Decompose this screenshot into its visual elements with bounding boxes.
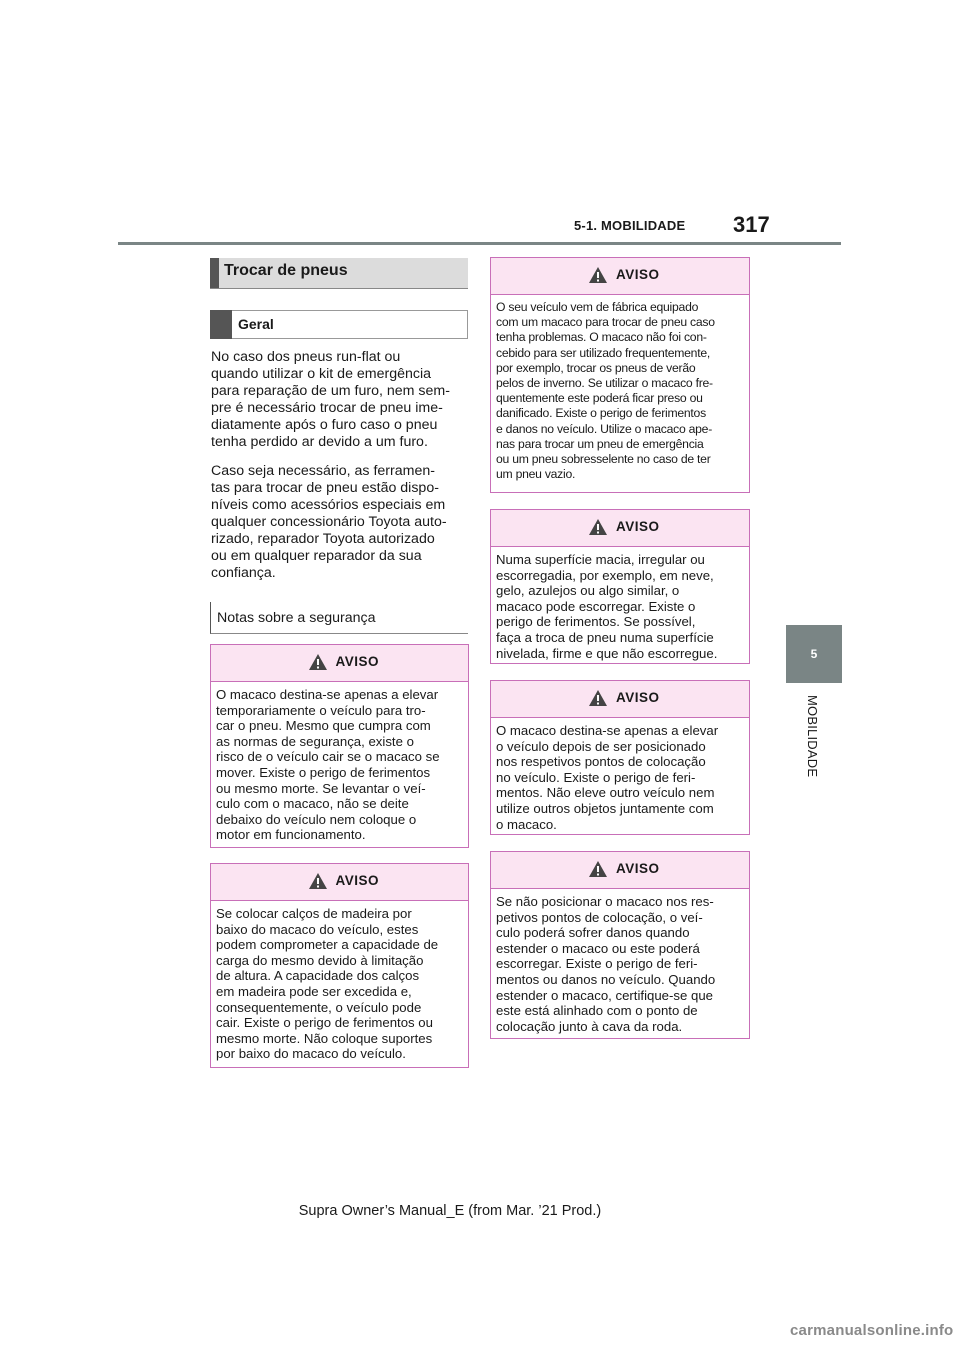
warning-triangle-icon <box>588 518 608 536</box>
chapter-number: 5 <box>810 647 818 661</box>
notes-heading <box>210 602 468 634</box>
warning-title: AVISO <box>616 267 660 282</box>
warning-title: AVISO <box>335 873 380 888</box>
warning-text: Numa superfície macia, irregular ou escorregadia, por exemplo, em neve, gelo, azulejos ou algo similar, o macaco pode escorregar. Existe o perigo de ferimentos. Se possível, faça a troca de pneu numa superfície nivelada, firme e que não escorregue. <box>496 552 718 661</box>
warning-header <box>211 864 468 901</box>
footer-text: Supra Owner’s Manual_E (from Mar. ’21 Prod.) <box>298 1203 602 1219</box>
warning-title: AVISO <box>335 654 380 669</box>
sub-heading <box>210 310 468 339</box>
heading-bar <box>210 258 219 288</box>
warning-triangle-icon <box>308 872 328 890</box>
main-heading <box>210 258 468 289</box>
warning-box-5 <box>490 680 750 835</box>
footer <box>0 1203 960 1219</box>
warning-header <box>491 852 749 889</box>
warning-header <box>491 510 749 547</box>
warning-text: O macaco destina-se apenas a elevar o veículo depois de ser posicionado nos respetivos pontos de colocação no veículo. Existe o perigo de feri- mentos. Não eleve outro veículo nem utilize outros objetos juntamente com o macaco. <box>496 723 719 832</box>
paragraph-tools: Caso seja necessário, as ferramen- tas para trocar de pneu estão dispo- níveis como acessórios especiais em qualquer concessionário Toyota auto- rizado, reparador Toyota autorizado ou em qualquer reparador da sua confiança. <box>211 463 447 581</box>
header-rule <box>118 242 841 245</box>
warning-header <box>491 258 749 295</box>
chapter-tab <box>786 625 842 683</box>
warning-box-2 <box>210 863 469 1068</box>
warning-box-1 <box>210 644 469 848</box>
warning-text: Se não posicionar o macaco nos res- petivos pontos de colocação, o veí- culo poderá sofrer danos quando estender o macaco ou este poderá escorregar. Existe o perigo de feri- mentos ou danos no veículo. Quando estender o macaco, certifique-se que este está alinhado com o ponto de colocação junto à cava da roda. <box>496 894 716 1034</box>
warning-box-3 <box>490 257 750 493</box>
warning-box-6 <box>490 851 750 1039</box>
chapter-label: MOBILIDADE <box>805 695 820 778</box>
page-number: 317 <box>733 212 770 237</box>
sub-heading-bar <box>210 310 232 339</box>
warning-title: AVISO <box>616 690 660 705</box>
sub-heading-text: Geral <box>238 316 274 332</box>
warning-header <box>491 681 749 718</box>
notes-heading-text: Notas sobre a segurança <box>217 610 376 626</box>
warning-triangle-icon <box>588 266 608 284</box>
warning-triangle-icon <box>588 860 608 878</box>
warning-title: AVISO <box>616 519 660 534</box>
section-title: 5-1. MOBILIDADE <box>574 218 686 233</box>
watermark: carmanualsonline.info <box>790 1322 954 1339</box>
warning-title: AVISO <box>616 861 660 876</box>
warning-text: Se colocar calços de madeira por baixo do macaco do veículo, estes podem comprometer a capacidade de carga do mesmo devido à limitação de altura. A capacidade dos calços em madeira pode ser excedida e, consequentemente, o veículo pode cair. Existe o perigo de ferimentos ou mesmo morte. Não coloque suportes por baixo do macaco do veículo. <box>216 906 439 1062</box>
warning-text: O macaco destina-se apenas a elevar temporariamente o veículo para tro- car o pneu. Mesmo que cumpra com as normas de segurança, existe o risco de o veículo cair se o macaco se mover. Existe o perigo de ferimentos ou mesmo morte. Se levantar o veí- culo com o macaco, não se deite debaixo do veículo nem coloque o motor em funcionamento. <box>216 687 440 843</box>
warning-triangle-icon <box>588 689 608 707</box>
paragraph-intro: No caso dos pneus run-flat ou quando utilizar o kit de emergência para reparação de um furo, nem sem- pre é necessário trocar de pneu ime- diatamente após o furo caso o pneu tenha perdido ar devido a um furo. <box>211 349 450 450</box>
warning-text: O seu veículo vem de fábrica equipado com um macaco para trocar de pneu caso tenha problemas. O macaco não foi con- cebido para ser utilizado frequentemente, por exemplo, trocar os pneus de verão pelos de inverno. Se utilizar o macaco fre- quentemente este poderá ficar preso ou danificado. Existe o perigo de ferimentos e danos no veículo. Utilize o macaco ape- nas para trocar um pneu de emergência ou um pneu sobresselente no caso de ter um pneu vazio. <box>496 300 715 482</box>
warning-header <box>211 645 468 682</box>
warning-box-4 <box>490 509 750 664</box>
chapter-side-label <box>786 695 842 805</box>
warning-triangle-icon <box>308 653 328 671</box>
main-heading-text: Trocar de pneus <box>224 262 348 279</box>
